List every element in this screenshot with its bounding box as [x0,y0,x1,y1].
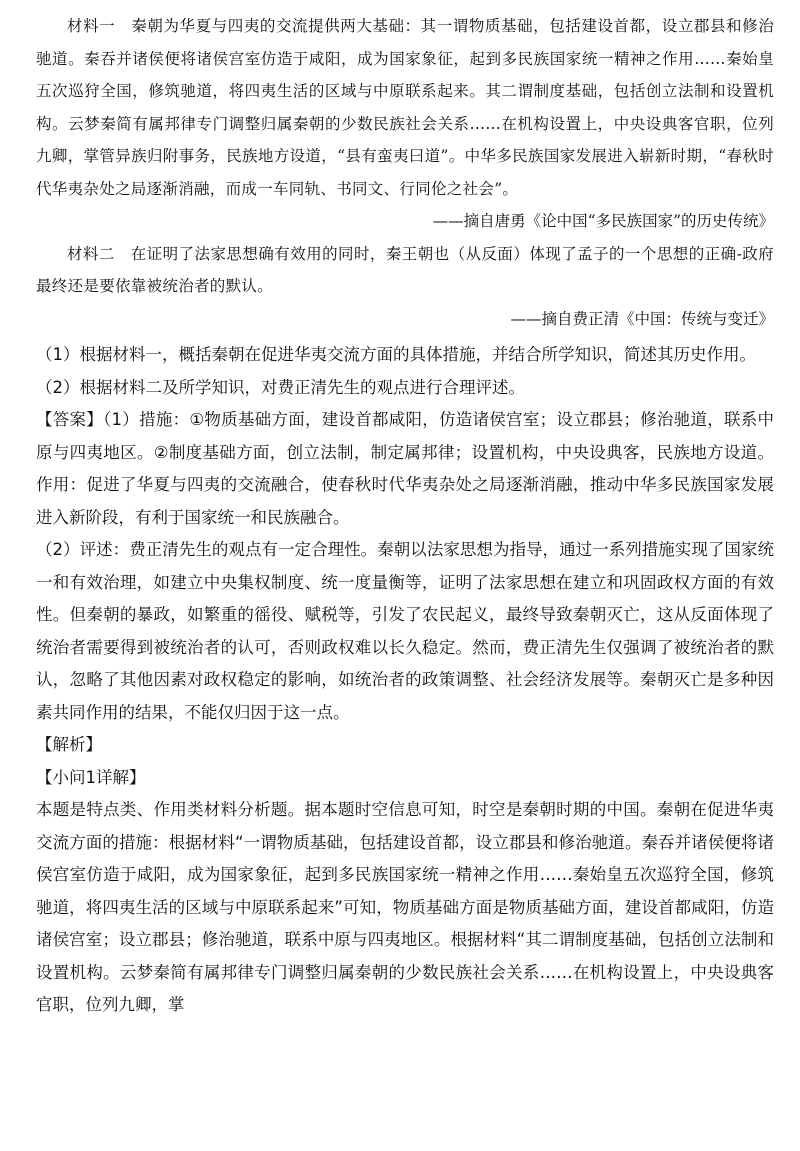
analysis-heading: 【解析】 [36,735,102,754]
material-2-source: ——摘自费正清《中国：传统与变迁》 [510,309,774,328]
material-1-source: ——摘自唐勇《论中国“多民族国家”的历史传统》 [432,212,774,230]
question-2: （2）根据材料二及所学知识，对费正清先生的观点进行合理评述。 [36,377,525,397]
material-1-text: 材料一 秦朝为华夏与四夷的交流提供两大基础：其一谓物质基础，包括建设首都，设立郡县和修治驰道。秦吞并诸侯便将诸侯宫室仿造于咸阳，成为国家象征，起到多民族国家统一精神之作用……秦始皇五次巡狩全国，修筑驰道，将四夷生活的区域与中原联系起来。其二谓制度基础，包括创立法制和设置机构。云梦秦简有属邦律专门调整归属秦朝的少数民族社会关系……在机构设置上，中央设典客官职，位列九卿，掌管异族归附事务，民族地方设道，“县有蛮夷曰道”。中华多民族国家发展进入崭新时期，“春秋时代华夷杂处之局逐渐消融，而成一车同轨、书同文、行同伦之社会”。 [36,17,774,198]
question-1: （1）根据材料一，概括秦朝在促进华夷交流方面的具体措施，并结合所学知识，简述其历史作用。 [36,345,756,364]
answer-part-1: 【答案】（1）措施：①物质基础方面，建设首都咸阳，仿造诸侯宫室；设立郡县；修治驰道，联系中原与四夷地区。②制度基础方面，创立法制，制定属邦律；设置机构，中央设典客，民族地方设道。作用：促进了华夏与四夷的交流融合，使春秋时代华夷杂处之局逐渐消融，推动中华多民族国家发展进入新阶段，有利于国家统一和民族融合。 [36,410,774,527]
document-page [36,10,774,1022]
material-2-text: 材料二 在证明了法家思想确有效用的同时，秦王朝也（从反面）体现了孟子的一个思想的正确-政府最终还是要依靠被统治者的默认。 [36,244,774,295]
answer-part-2: （2）评述：费正清先生的观点有一定合理性。秦朝以法家思想为指导，通过一系列措施实现了国家统一和有效治理，如建立中央集权制度、统一度量衡等，证明了法家思想在建立和巩固政权方面的有效性。但秦朝的暴政，如繁重的徭役、赋税等，引发了农民起义，最终导致秦朝灭亡，这从反面体现了统治者需要得到被统治者的认可，否则政权难以长久稳定。然而，费正清先生仅强调了被统治者的默认，忽略了其他因素对政权稳定的影响，如统治者的政策调整、社会经济发展等。秦朝灭亡是多种因素共同作用的结果，不能仅归因于这一点。 [36,540,774,722]
analysis-text: 本题是特点类、作用类材料分析题。据本题时空信息可知，时空是秦朝时期的中国。秦朝在促进华夷交流方面的措施：根据材料“一谓物质基础，包括建设首都，设立郡县和修治驰道。秦吞并诸侯便将诸侯宫室仿造于咸阳，成为国家象征，起到多民族国家统一精神之作用……秦始皇五次巡狩全国，修筑驰道，将四夷生活的区域与中原联系起来”可知，物质基础方面是物质基础方面，建设首都咸阳，仿造诸侯宫室；设立郡县；修治驰道，联系中原与四夷地区。根据材料“其二谓制度基础，包括创立法制和设置机构。云梦秦简有属邦律专门调整归属秦朝的少数民族社会关系……在机构设置上，中央设典客官职，位列九卿，掌 [36,800,774,1014]
analysis-subheading-1: 【小问1详解】 [36,767,146,787]
